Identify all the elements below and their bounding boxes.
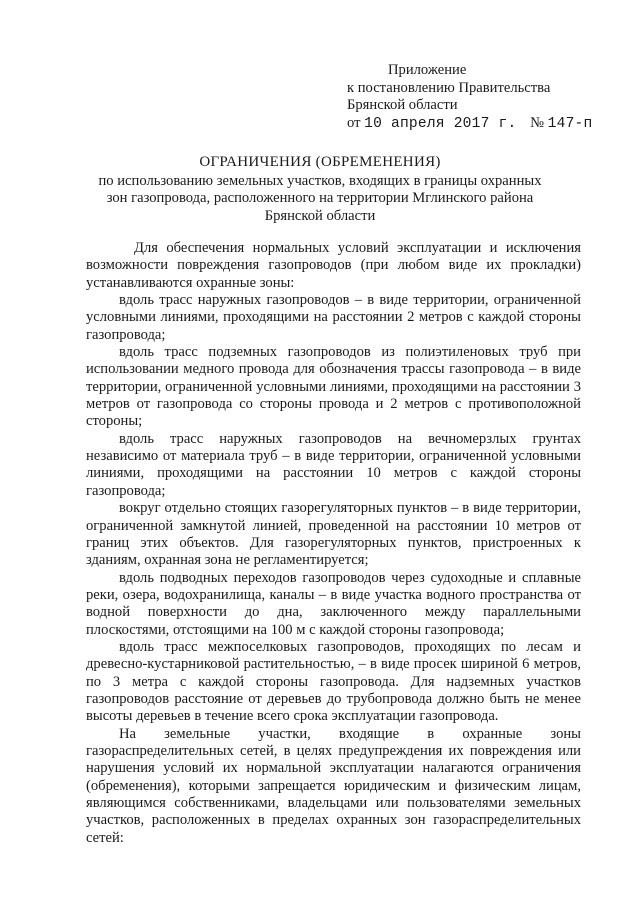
appendix-resolution: к постановлению Правительства: [347, 79, 551, 96]
paragraph-regulator-points: вокруг отдельно стоящих газорегуляторных пунктов – в виде территории, ограниченной замкнутой линией, проведенной на расстоянии 10 метров от границ этих объектов. Для газорегуляторных пунктов, пристроенных к зданиям, охранная зона не регламентируется;: [86, 500, 581, 569]
paragraph-intro: Для обеспечения нормальных условий эксплуатации и исключения возможности повреждения газопроводов (при любом виде их прокладки) устанавливаются охранные зоны:: [86, 240, 581, 291]
appendix-label: Приложение: [388, 62, 467, 78]
number-value: 147-п: [547, 115, 593, 132]
number-sign: №: [530, 114, 545, 131]
appendix-date-line: [347, 115, 592, 134]
paragraph-underwater-crossings: вдоль подводных переходов газопроводов через судоходные и сплавные реки, озера, водохранилища, каналы – в виде участка водного пространства от водной поверхности до дна, заключенного между параллельными плоскостями, отстоящими на 100 м с каждой стороны газопровода;: [86, 569, 581, 638]
appendix-header: [347, 62, 592, 133]
paragraph-forest-pipelines: вдоль трасс межпоселковых газопроводов, проходящих по лесам и древесно-кустарниковой растительностью, – в виде просек шириной 6 метров, по 3 метра с каждой стороны газопровода. Для надземных участков газопроводов расстояние от деревьев до трубопровода должно быть не менее высоты деревьев в течение всего срока эксплуатации газопровода.: [86, 638, 581, 725]
title-sub-2: зон газопровода, расположенного на территории Мглинского района: [106, 190, 534, 206]
date-value: 10 апреля 2017 г.: [364, 115, 517, 132]
document-body: [86, 240, 581, 847]
paragraph-outdoor-pipelines: вдоль трасс наружных газопроводов – в виде территории, ограниченной условными линиями, проходящими на расстоянии 2 метров с каждой стороны газопровода;: [86, 292, 581, 343]
appendix-region: Брянской области: [347, 97, 458, 114]
title-sub-1: по использованию земельных участков, входящих в границы охранных: [98, 172, 542, 189]
paragraph-underground-pipelines: вдоль трасс подземных газопроводов из полиэтиленовых труб при использовании медного провода для обозначения трассы газопровода – в виде территории, ограниченной условными линиями, проходящими на расстоянии 3 метров от газопровода со стороны провода и 2 метров с противоположной стороны;: [86, 344, 581, 430]
document-title: [60, 154, 580, 225]
paragraph-restrictions: На земельные участки, входящие в охранные зоны газораспределительных сетей, в целях предупреждения их повреждения или нарушения условий их нормальной эксплуатации налагаются ограничения (обременения), которыми запрещается юридическим и физическим лицам, являющимся собственниками, владельцами или пользователями земельных участков, расположенных в пределах охранных зон газораспределительных сетей:: [86, 725, 581, 846]
title-sub-3: Брянской области: [264, 207, 376, 224]
date-prefix: от: [347, 114, 361, 131]
title-main: ОГРАНИЧЕНИЯ (ОБРЕМЕНЕНИЯ): [199, 154, 441, 170]
paragraph-permafrost-pipelines: вдоль трасс наружных газопроводов на вечномерзлых грунтах независимо от материала труб – в виде территории, ограниченной условными линиями, проходящими на расстоянии 10 метров с каждой стороны газопровода;: [86, 430, 581, 499]
